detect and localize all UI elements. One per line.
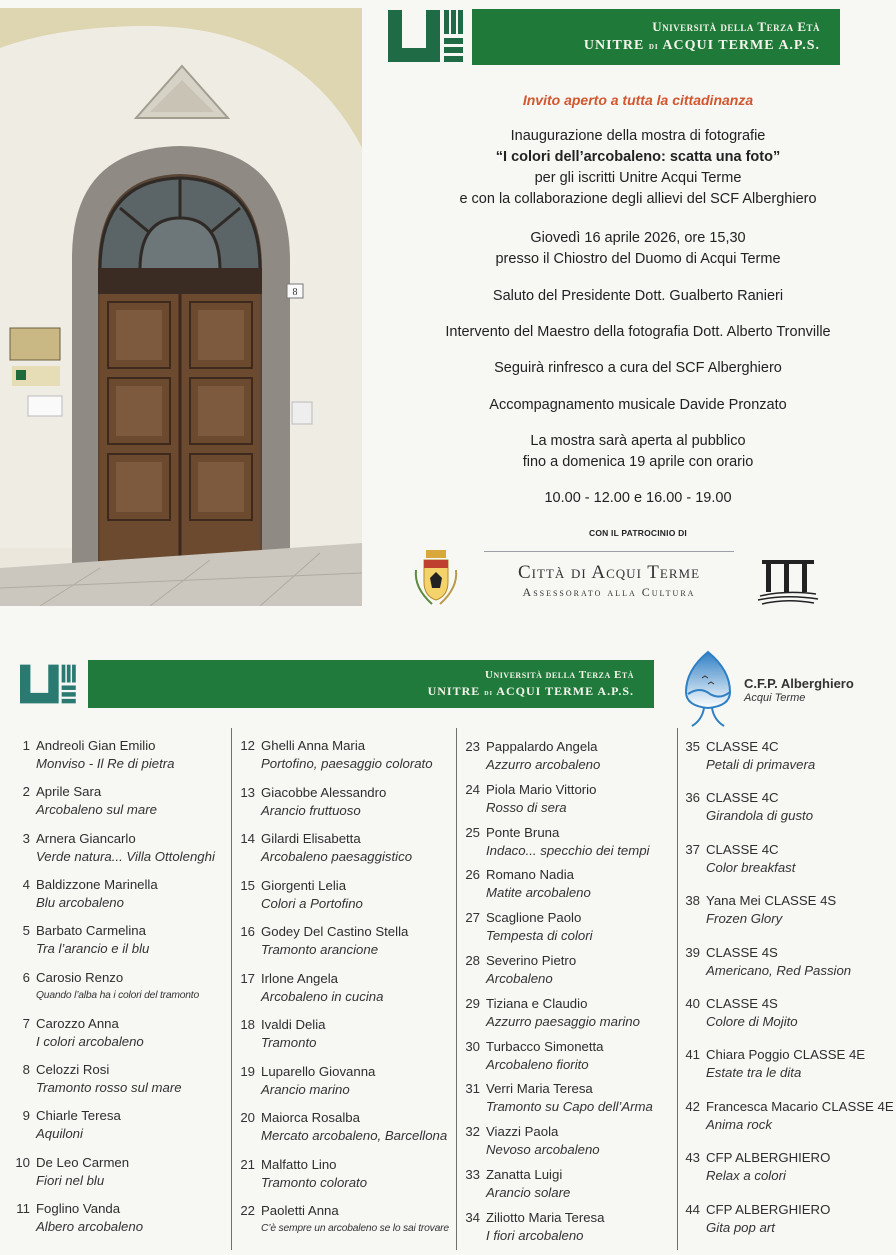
list-item	[458, 1166, 570, 1202]
list-item	[458, 1038, 604, 1074]
university-line: Università della Terza Età	[652, 19, 820, 34]
entry-number: 41	[685, 1047, 700, 1063]
entry-author: CLASSE 4S	[706, 944, 778, 960]
entry-title: Portofino, paesaggio colorato	[261, 756, 433, 771]
entry-number: 4	[22, 876, 30, 892]
entry-title: Monviso - Il Re di pietra	[36, 756, 175, 771]
entry-author: Foglino Vanda	[36, 1201, 121, 1216]
list-item	[233, 1156, 367, 1192]
exhibition-title: “I colori dell’arcobaleno: scatta una foto”	[495, 149, 781, 165]
event-music: Accompagnamento musicale Davide Pronzato	[489, 397, 787, 413]
list-item	[8, 1154, 129, 1190]
entry-number: 16	[240, 924, 255, 939]
entry-number: 9	[22, 1108, 30, 1124]
entry-title: Matite arcobaleno	[486, 885, 591, 901]
entry-author: Severino Pietro	[486, 953, 577, 968]
unitre-banner-small: Università della Terza Età UNITRE di ACQUI TERME A.P.S.	[88, 660, 654, 708]
entry-number: 19	[240, 1063, 255, 1079]
entry-title: Tramonto su Capo dell’Arma	[486, 1099, 653, 1115]
entry-author: Maiorca Rosalba	[261, 1110, 360, 1125]
list-item	[678, 1046, 865, 1082]
entry-number: 18	[240, 1017, 255, 1032]
entry-title: C’è sempre un arcobaleno se lo sai trovare	[261, 1223, 449, 1234]
entry-number: 28	[465, 953, 480, 968]
list-item	[678, 841, 795, 877]
entry-title: Colori a Portofino	[261, 895, 363, 911]
entry-author: Scaglione Paolo	[486, 910, 582, 926]
list-item	[233, 970, 383, 1006]
entry-number: 44	[685, 1201, 700, 1217]
entry-author: Barbato Carmelina	[36, 923, 146, 939]
list-item	[8, 1061, 182, 1097]
entry-author: Paoletti Anna	[261, 1203, 339, 1218]
entry-title: Blu arcobaleno	[36, 894, 124, 910]
entry-title: Arcobaleno in cucina	[261, 988, 384, 1004]
list-item	[678, 892, 836, 928]
entry-title: Quando l’alba ha i colori del tramonto	[36, 989, 199, 1001]
list-item	[233, 923, 408, 959]
entry-title: Arcobaleno fiorito	[486, 1056, 589, 1072]
event-place: presso il Chiostro del Duomo di Acqui Terme	[495, 251, 781, 267]
entry-title: I colori arcobaleno	[36, 1033, 144, 1049]
entry-title: Arcobaleno paesaggistico	[261, 849, 413, 864]
list-item	[678, 944, 851, 980]
entry-author: Chiara Poggio CLASSE 4E	[706, 1047, 866, 1063]
entry-title: Rosso di sera	[486, 799, 567, 815]
entry-author: Turbacco Simonetta	[486, 1038, 604, 1054]
entry-author: Carosio Renzo	[36, 969, 124, 985]
list-item	[458, 1080, 653, 1116]
entry-author: De Leo Carmen	[36, 1154, 130, 1170]
cfp-name: C.F.P. Alberghiero	[744, 676, 854, 691]
cloister-drawing-icon	[756, 556, 820, 606]
entry-title: I fiori arcobaleno	[486, 1227, 584, 1243]
entry-author: CLASSE 4C	[706, 739, 779, 754]
entry-author: Irlone Angela	[261, 970, 338, 986]
entry-title: Tramonto rosso sul mare	[36, 1080, 182, 1096]
entry-number: 43	[685, 1150, 700, 1166]
entry-author: Romano Nadia	[486, 867, 574, 883]
entry-title: Relax a colori	[706, 1168, 786, 1184]
entry-title: Verde natura... Villa Ottolenghi	[36, 848, 215, 864]
invite-text: Invito aperto a tutta la cittadinanza	[522, 92, 754, 108]
event-greeting: Saluto del Presidente Dott. Gualberto Ranieri	[492, 288, 784, 304]
entry-number: 24	[465, 781, 480, 797]
entry-author: Pappalardo Angela	[486, 739, 598, 754]
entry-number: 1	[22, 738, 30, 753]
entry-number: 21	[240, 1156, 255, 1172]
event-date: Giovedì 16 aprile 2026, ore 15,30	[530, 230, 746, 246]
entry-author: CLASSE 4C	[706, 841, 779, 857]
list-item	[678, 789, 813, 825]
entry-number: 3	[22, 830, 30, 846]
entry-title: Arancio fruttuoso	[261, 802, 361, 818]
entry-number: 39	[685, 944, 700, 960]
entry-author: Luparello Giovanna	[261, 1063, 376, 1079]
list-item	[233, 1202, 449, 1238]
entry-author: Carozzo Anna	[36, 1015, 119, 1031]
entry-title: Frozen Glory	[706, 911, 783, 927]
list-item	[8, 922, 149, 958]
event-date-place	[380, 228, 896, 270]
entry-title: Girandola di gusto	[706, 808, 814, 824]
entry-title: Tramonto arancione	[261, 942, 379, 957]
list-item	[678, 1149, 830, 1185]
entry-number: 36	[685, 790, 700, 806]
list-item	[8, 783, 157, 819]
entry-author: Ghelli Anna Maria	[261, 738, 366, 753]
entry-title: Nevoso arcobaleno	[486, 1142, 600, 1158]
entry-author: Gilardi Elisabetta	[261, 831, 361, 846]
list-item	[678, 1098, 894, 1134]
entry-title: Americano, Red Passion	[706, 962, 852, 978]
list-item	[233, 784, 386, 820]
entry-title: Petali di primavera	[706, 757, 816, 772]
event-intro: Inaugurazione della mostra di fotografie “I colori dell’arcobaleno: scatta una foto” per gli iscritti Unitre Acqui Terme e con la collaborazione degli allievi del SCF Alberghiero	[380, 126, 896, 210]
entry-title: Tramonto	[261, 1035, 317, 1050]
entry-author: Ivaldi Delia	[261, 1017, 326, 1032]
entry-number: 12	[240, 738, 255, 753]
entry-author: Tiziana e Claudio	[486, 995, 588, 1011]
entry-number: 26	[465, 867, 480, 883]
divider	[484, 551, 734, 552]
entry-author: CFP ALBERGHIERO	[706, 1150, 831, 1166]
svg-text:8: 8	[292, 287, 298, 298]
list-item	[8, 1107, 121, 1143]
list-item	[8, 876, 158, 912]
entry-number: 42	[685, 1098, 700, 1114]
entry-author: Zanatta Luigi	[486, 1167, 563, 1182]
list-item	[8, 1200, 143, 1236]
entry-number: 10	[15, 1154, 30, 1170]
entry-author: Giacobbe Alessandro	[261, 784, 387, 800]
unitre-banner	[472, 9, 840, 65]
entry-title: Mercato arcobaleno, Barcellona	[261, 1128, 448, 1143]
entry-title: Gita pop art	[706, 1219, 775, 1235]
list-item	[233, 1109, 447, 1145]
event-refreshment: Seguirà rinfresco a cura del SCF Alberghiero	[494, 360, 782, 376]
entry-author: Chiarle Teresa	[36, 1108, 121, 1124]
entry-author: Andreoli Gian Emilio	[36, 738, 156, 753]
unitre-logo	[388, 10, 466, 62]
entry-number: 17	[240, 970, 255, 986]
entry-author: Francesca Macario CLASSE 4E	[706, 1098, 894, 1114]
list-item	[233, 877, 363, 913]
list-item	[458, 738, 600, 774]
list-item	[458, 781, 596, 817]
list-item	[458, 866, 591, 902]
entry-title: Anima rock	[706, 1116, 772, 1132]
cfp-logo-icon	[682, 648, 734, 730]
entry-number: 5	[22, 923, 30, 939]
entry-number: 30	[465, 1038, 480, 1054]
entry-title: Tra l’arancio e il blu	[36, 941, 150, 957]
entry-number: 38	[685, 893, 700, 909]
event-hours: 10.00 - 12.00 e 16.00 - 19.00	[544, 490, 732, 506]
list-item	[678, 995, 798, 1031]
list-item	[458, 824, 649, 860]
entry-author: CFP ALBERGHIERO	[706, 1201, 831, 1217]
entry-author: Viazzi Paola	[486, 1124, 559, 1140]
entry-author: Celozzi Rosi	[36, 1062, 110, 1078]
event-opening: La mostra sarà aperta al pubblico fino a domenica 19 aprile con orario	[522, 433, 754, 470]
entry-number: 14	[240, 831, 255, 846]
entry-number: 11	[16, 1201, 30, 1216]
entry-title: Azzurro paesaggio marino	[486, 1013, 640, 1029]
coat-of-arms-icon	[410, 548, 462, 608]
list-item	[233, 737, 433, 773]
entry-author: Arnera Giancarlo	[36, 830, 136, 846]
entry-author: Ziliotto Maria Teresa	[486, 1209, 605, 1225]
entry-number: 40	[685, 996, 700, 1011]
entry-number: 32	[465, 1124, 480, 1140]
list-item	[8, 969, 199, 1005]
entry-title: Tramonto colorato	[261, 1174, 368, 1190]
patronage-label: CON IL PATROCINIO DI	[589, 528, 687, 538]
entry-number: 33	[465, 1167, 480, 1182]
unitre-line: UNITRE di ACQUI TERME A.P.S.	[583, 38, 820, 53]
entry-number: 6	[22, 969, 30, 985]
list-item	[678, 738, 815, 774]
entry-number: 31	[465, 1081, 480, 1097]
entry-number: 22	[240, 1203, 255, 1218]
entry-number: 8	[22, 1062, 30, 1078]
entry-author: Giorgenti Lelia	[261, 877, 347, 893]
list-item	[8, 737, 175, 773]
list-item	[8, 1015, 144, 1051]
list-item	[458, 1123, 600, 1159]
column-divider	[231, 728, 232, 1250]
entry-author: Godey Del Castino Stella	[261, 924, 409, 939]
entry-author: CLASSE 4S	[706, 996, 778, 1011]
entry-number: 27	[465, 910, 480, 926]
list-item	[233, 830, 412, 866]
entry-number: 15	[240, 877, 255, 893]
entry-author: Malfatto Lino	[261, 1156, 337, 1172]
event-speech: Intervento del Maestro della fotografia Dott. Alberto Tronville	[445, 324, 831, 340]
entry-author: Aprile Sara	[36, 784, 102, 800]
department-name: Assessorato alla Cultura	[522, 585, 696, 599]
entry-number: 2	[22, 784, 30, 800]
entry-title: Estate tra le dita	[706, 1065, 802, 1081]
entry-author: Yana Mei CLASSE 4S	[706, 893, 837, 909]
list-item	[458, 995, 640, 1031]
entry-number: 13	[240, 784, 255, 800]
entry-author: CLASSE 4C	[706, 790, 779, 806]
entry-number: 7	[22, 1015, 30, 1031]
entry-title: Color breakfast	[706, 859, 796, 875]
entry-title: Indaco... specchio dei tempi	[486, 842, 650, 858]
entry-number: 23	[465, 739, 480, 754]
entry-author: Verri Maria Teresa	[486, 1081, 593, 1097]
entry-title: Fiori nel blu	[36, 1172, 105, 1188]
entry-title: Tempesta di colori	[486, 928, 593, 944]
entry-author: Baldizzone Marinella	[36, 876, 158, 892]
unitre-logo-small	[20, 664, 78, 704]
entry-title: Albero arcobaleno	[36, 1219, 144, 1234]
list-item	[458, 1209, 605, 1245]
entry-title: Aquiloni	[36, 1126, 83, 1142]
entry-number: 20	[240, 1110, 255, 1125]
list-item	[8, 830, 215, 866]
entry-number: 25	[465, 824, 480, 840]
entry-author: Ponte Bruna	[486, 824, 560, 840]
list-item	[458, 952, 576, 988]
column-divider	[456, 728, 457, 1250]
list-item	[233, 1063, 375, 1099]
list-item	[458, 909, 593, 945]
entry-number: 37	[685, 841, 700, 857]
entry-title: Arcobaleno	[486, 971, 553, 986]
entry-title: Arancio marino	[261, 1081, 350, 1097]
entry-title: Arcobaleno sul mare	[36, 802, 157, 818]
list-item	[678, 1201, 830, 1237]
entry-number: 34	[465, 1209, 480, 1225]
entry-title: Azzurro arcobaleno	[486, 757, 601, 772]
entry-author: Piola Mario Vittorio	[486, 781, 597, 797]
city-name: Città di Acqui Terme	[517, 562, 701, 583]
cfp-city: Acqui Terme	[744, 692, 806, 704]
doorway-photo	[0, 8, 362, 606]
entry-number: 35	[685, 739, 700, 754]
entry-title: Arancio solare	[486, 1185, 571, 1200]
entry-title: Colore di Mojito	[706, 1014, 798, 1029]
list-item	[233, 1016, 326, 1052]
entry-number: 29	[465, 995, 480, 1011]
